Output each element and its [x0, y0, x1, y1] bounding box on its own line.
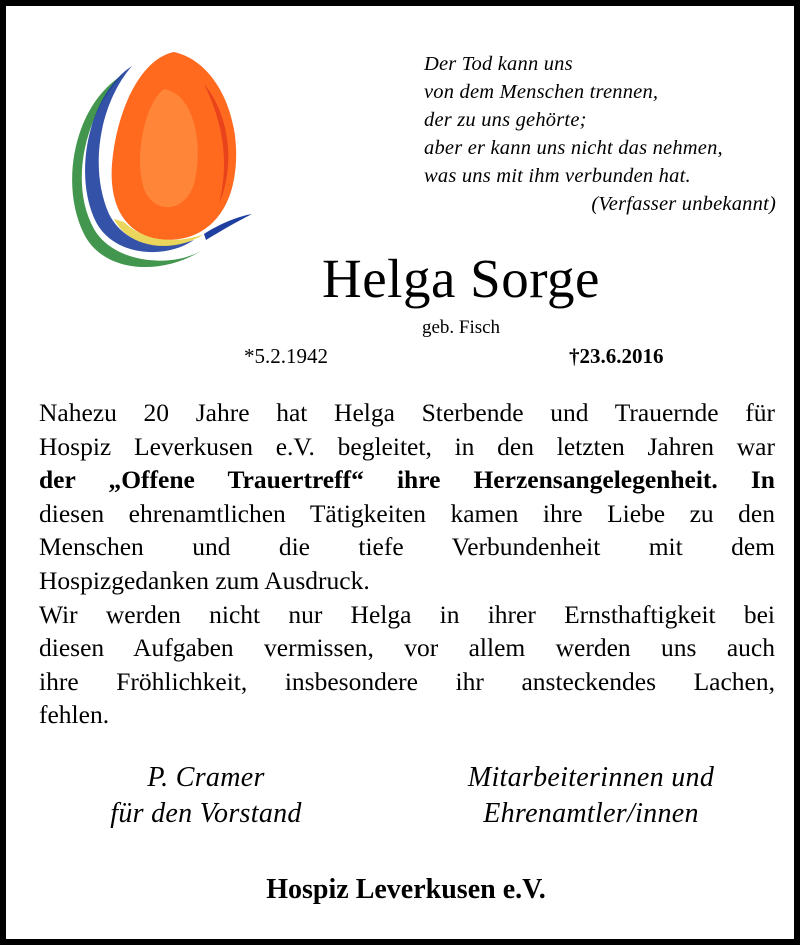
quote-author: (Verfasser unbekannt)	[591, 193, 776, 215]
deceased-name: Helga Sorge	[322, 248, 600, 309]
quote-line: der zu uns gehörte;	[424, 109, 587, 131]
tribute-line: Hospizgedanken zum Ausdruck.	[39, 565, 370, 595]
tribute-line: diesen ehrenamtlichen Tätigkeiten kamen ihre Liebe zu den	[39, 498, 775, 528]
tribute-line: Wir werden nicht nur Helga in ihrer Ernsthaftigkeit bei	[39, 599, 775, 629]
tribute-line: Hospiz Leverkusen e.V. begleitet, in den letzten Jahren war	[39, 431, 775, 461]
signature-board	[66, 760, 346, 832]
organization-name: Hospiz Leverkusen e.V.	[266, 874, 546, 905]
tribute-line: diesen Aufgaben vermissen, vor allem werden uns auch	[39, 633, 775, 663]
quote-line: von dem Menschen trennen,	[424, 81, 659, 103]
signature-line: Ehrenamtler/innen	[483, 798, 699, 829]
birth-date: *5.2.1942	[244, 344, 328, 368]
maiden-name: geb. Fisch	[421, 317, 501, 338]
signature-line: für den Vorstand	[110, 798, 302, 829]
tribute-line: Menschen und die tiefe Verbundenheit mit dem	[39, 532, 775, 562]
tribute-line: der „Offene Trauertreff“ ihre Herzensangelegenheit. In	[39, 465, 775, 495]
death-date: †23.6.2016	[569, 344, 664, 368]
signature-staff	[426, 760, 756, 832]
quote-line: aber er kann uns nicht das nehmen,	[424, 137, 723, 159]
tribute-line: Nahezu 20 Jahre hat Helga Sterbende und Trauernde für	[39, 398, 775, 427]
tribute-line: fehlen.	[39, 700, 110, 730]
tribute-line: ihre Fröhlichkeit, insbesondere ihr ansteckendes Lachen,	[39, 666, 775, 696]
quote-line: was uns mit ihm verbunden hat.	[424, 165, 691, 187]
memorial-quote	[424, 50, 784, 218]
signature-line: P. Cramer	[147, 762, 265, 793]
quote-line: Der Tod kann uns	[424, 53, 573, 75]
signature-line: Mitarbeiterinnen und	[467, 762, 715, 793]
tribute-text	[39, 396, 775, 732]
